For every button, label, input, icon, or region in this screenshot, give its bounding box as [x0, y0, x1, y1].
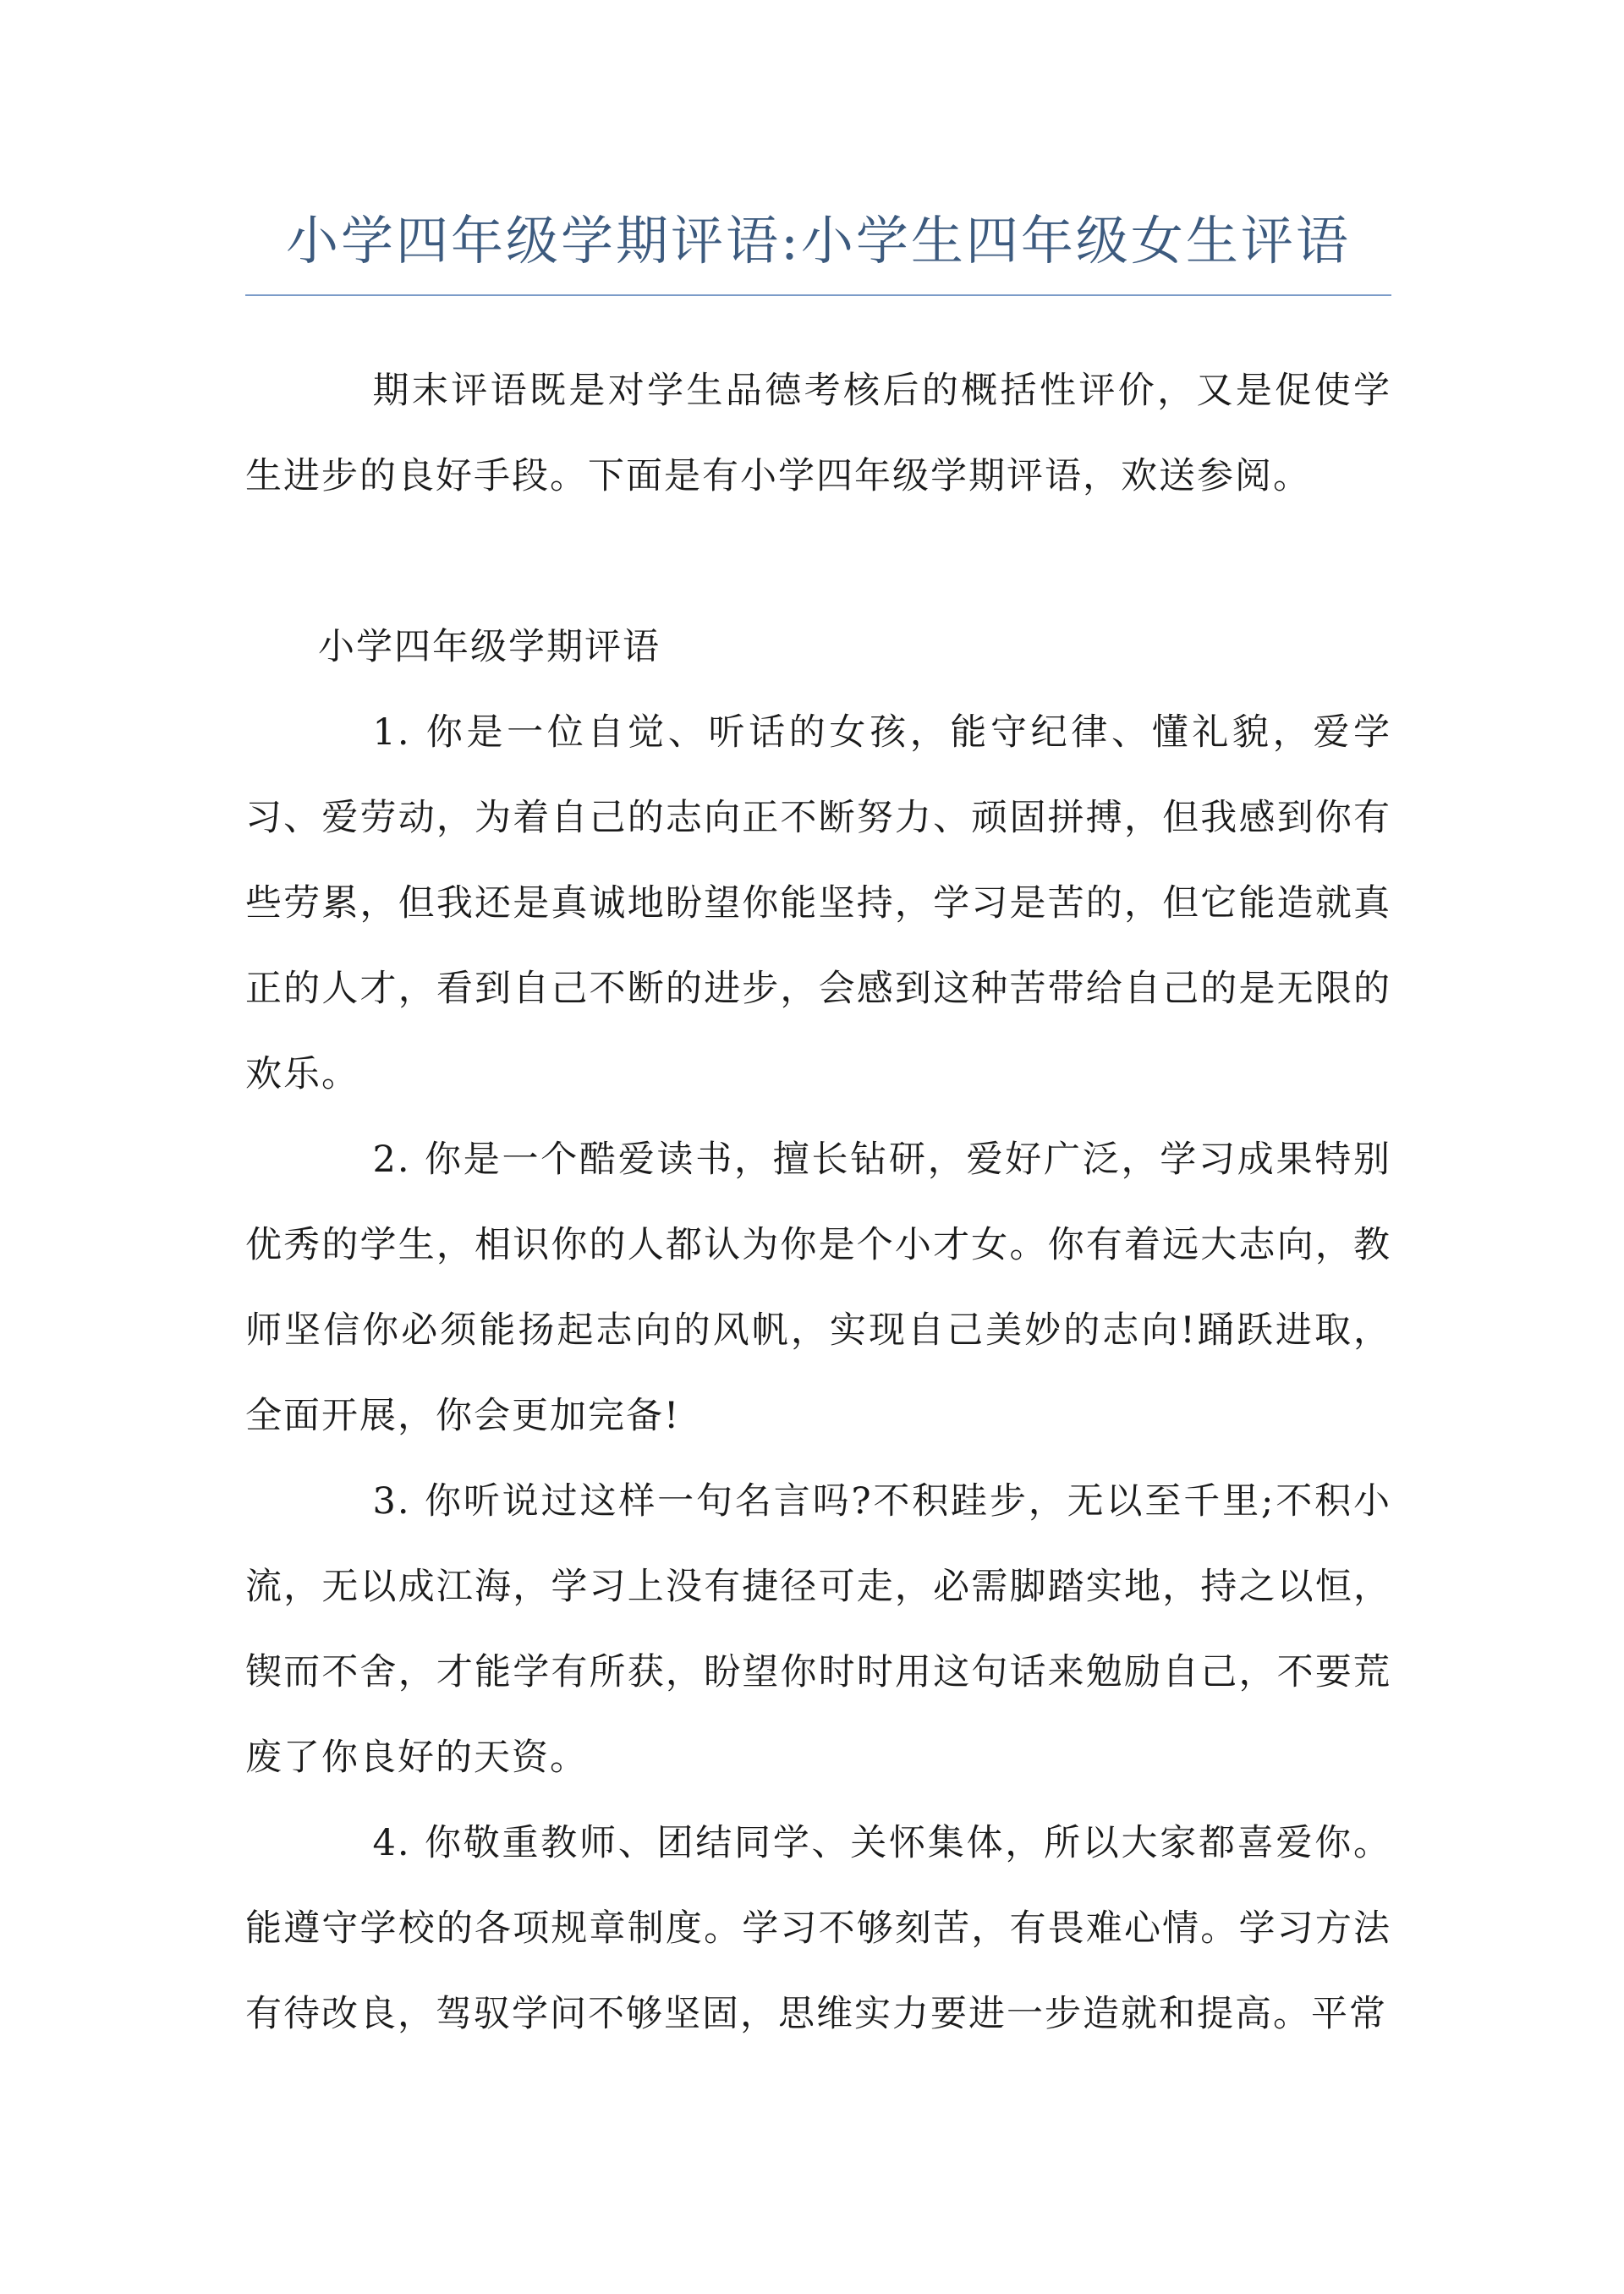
section-heading: 小学四年级学期评语	[318, 626, 661, 668]
comment-item-2: 2. 你是一个酷爱读书，擅长钻研，爱好广泛，学习成果特别优秀的学生，相识你的人都认为你是个小才女。你有着远大志向，教师坚信你必须能扬起志向的风帆，实现自己美妙的志向!踊跃进取，全面开展，你会更加完备!	[245, 1139, 1391, 1437]
comment-item-3: 3. 你听说过这样一句名言吗?不积跬步，无以至千里;不积小流，无以成江海，学习上没有捷径可走，必需脚踏实地，持之以恒，锲而不舍，才能学有所获，盼望你时时用这句话来勉励自己，不要荒废了你良好的天资。	[245, 1480, 1391, 1779]
title-underline	[245, 294, 1391, 296]
comment-item-4: 4. 你敬重教师、团结同学、关怀集体，所以大家都喜爱你。能遵守学校的各项规章制度。学习不够刻苦，有畏难心情。学习方法有待改良，驾驭学问不够坚固，思维实力要进一步造就和提高。平常	[245, 1822, 1391, 2035]
document-body	[245, 348, 1391, 2057]
intro-paragraph: 期末评语既是对学生品德考核后的概括性评价，又是促使学生进步的良好手段。下面是有小学四年级学期评语，欢送参阅。	[245, 370, 1391, 497]
comment-item-1: 1. 你是一位自觉、听话的女孩，能守纪律、懂礼貌，爱学习、爱劳动，为着自己的志向正不断努力、顽固拼搏，但我感到你有些劳累，但我还是真诚地盼望你能坚持，学习是苦的，但它能造就真正的人才，看到自己不断的进步，会感到这种苦带给自己的是无限的欢乐。	[245, 711, 1391, 1095]
document-title: 小学四年级学期评语:小学生四年级女生评语	[286, 210, 1351, 272]
